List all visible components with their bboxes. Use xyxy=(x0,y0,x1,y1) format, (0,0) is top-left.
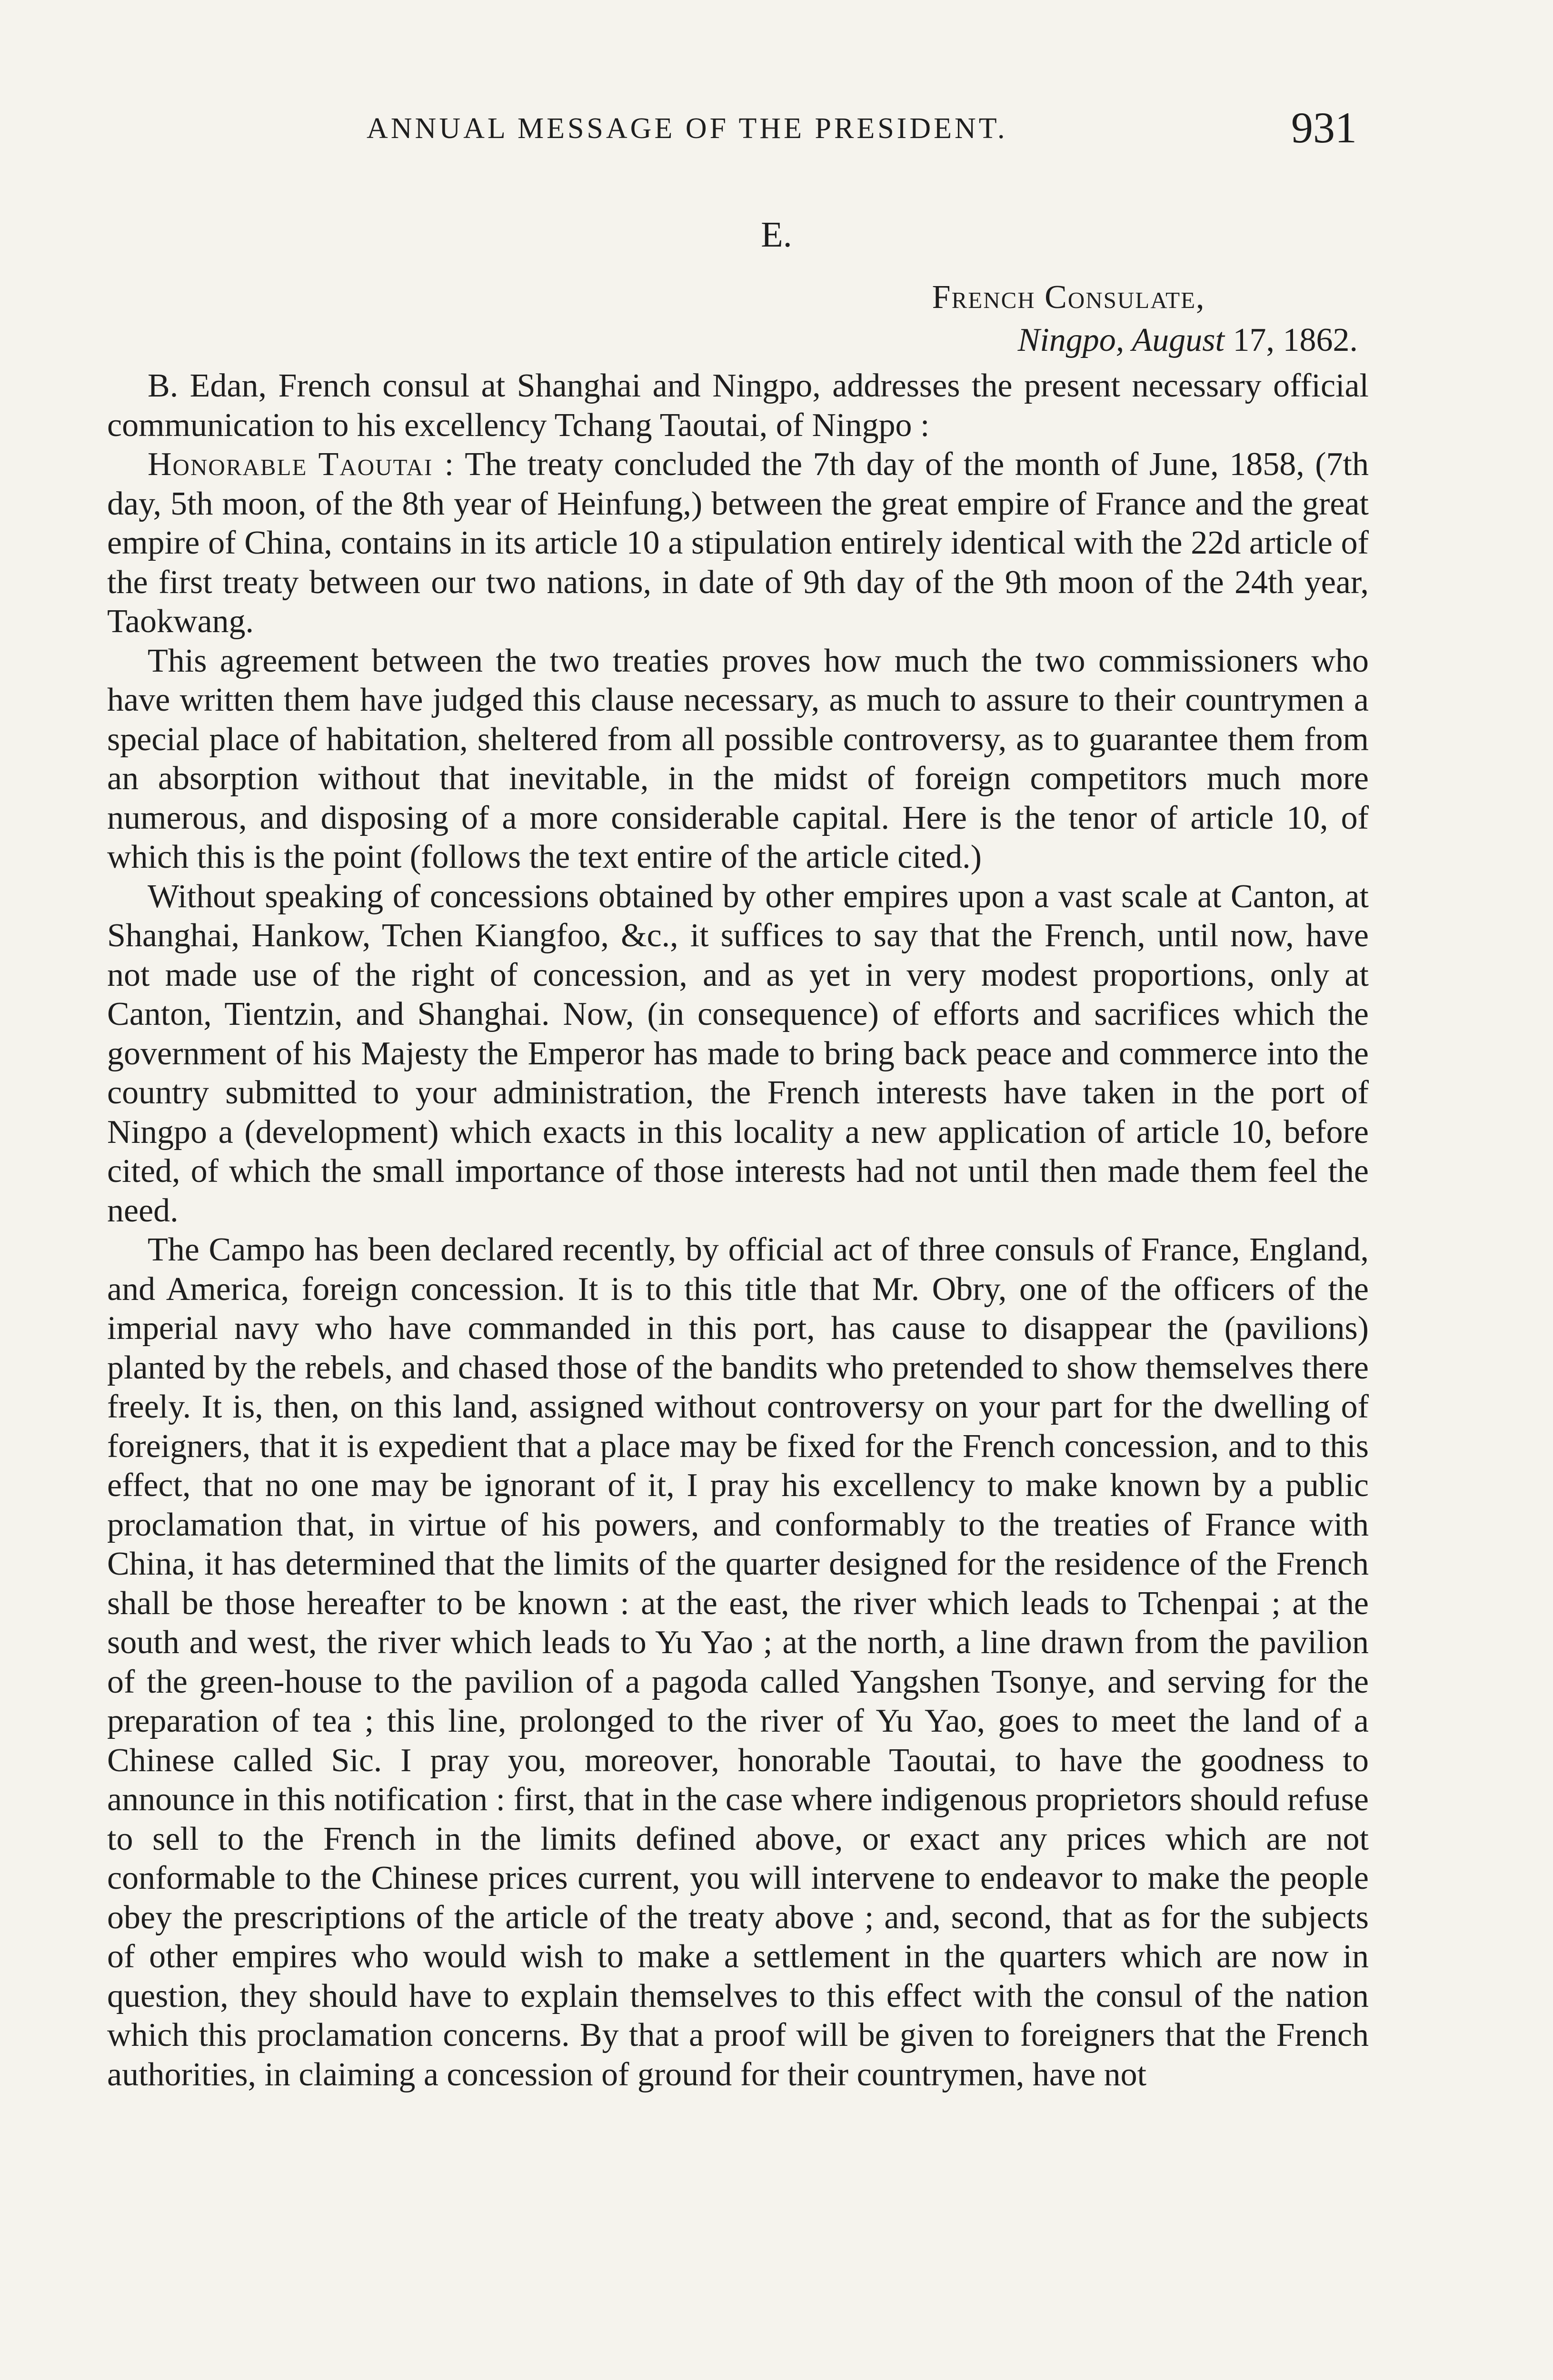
running-head xyxy=(143,102,1362,155)
running-title: ANNUAL MESSAGE OF THE PRESIDENT. xyxy=(367,112,1008,145)
paragraph-1: B. Edan, French consul at Shanghai and Ningpo, addresses the present necessary official communication to his excellency Tchang Taoutai, of Ningpo : xyxy=(107,367,1369,444)
paragraph-3: This agreement between the two treaties proves how much the two commissioners who have written them have judged this clause necessary, as much to assure to their countrymen a special place of habitation, sheltered from all possible controversy, as to guarantee them from an absorption without that inevitable, in the midst of foreign competitors much more numerous, and disposing of a more considerable capital. Here is the tenor of article 10, of which this is the point (follows the text entire of the article cited.) xyxy=(107,642,1369,875)
dateline-date: 17, 1862. xyxy=(1224,322,1358,358)
salutation: Honorable Taoutai : xyxy=(148,446,455,483)
paragraph-2 xyxy=(107,445,1369,642)
page-number: 931 xyxy=(1291,103,1357,152)
paragraph-2-text: The treaty concluded the 7th day of the month of June, 1858, (7th day, 5th moon, of the 8th year of Heinfung,) between the great empire of France and the great empire of China, contains in its article 10 a stipulation entirely identical with the 22d article of the first treaty between our two nations, in date of 9th day of the 9th moon of the 24th year, Taokwang. xyxy=(107,446,1369,640)
letter-body xyxy=(107,367,1369,2094)
dateline-office: French Consulate, xyxy=(932,279,1205,316)
section-letter: E. xyxy=(761,215,792,255)
paragraph-5: The Campo has been declared recently, by official act of three consuls of France, England, and America, foreign concession. It is to this title that Mr. Obry, one of the officers of the imperial navy who have commanded in this port, has cause to disappear the (pavilions) planted by the rebels, and chased those of the bandits who pretended to show themselves there freely. It is, then, on this land, assigned without controversy on your part for the dwelling of foreigners, that it is expedient that a place may be fixed for the French concession, and to this effect, that no one may be ignorant of it, I pray his excellency to make known by a public proclamation that, in virtue of his powers, and conformably to the treaties of France with China, it has determined that the limits of the quarter designed for the residence of the French shall be those hereafter to be known : at the east, the river which leads to Tchenpai ; at the south and west, the river which leads to Yu Yao ; at the north, a line drawn from the pavilion of the green-house to the pavilion of a pagoda called Yangshen Tsonye, and serving for the preparation of tea ; this line, prolonged to the river of Yu Yao, goes to meet the land of a Chinese called Sic. I pray you, moreover, honorable Taoutai, to have the goodness to announce in this notification : first, that in the case where indigenous proprietors should refuse to sell to the French in the limits defined above, or exact any prices which are not conformable to the Chinese prices current, you will intervene to endeavor to make the people obey the prescriptions of the article of the treaty above ; and, second, that as for the subjects of other empires who would wish to make a settlement in the quarters which are now in question, they should have to explain themselves to this effect with the consul of the nation which this proclamation concerns. By that a proof will be given to foreigners that the French authorities, in claiming a concession of ground for their countrymen, have not xyxy=(107,1231,1369,2093)
dateline-place-date xyxy=(932,319,1358,362)
dateline-place: Ningpo, August xyxy=(1017,322,1224,358)
paragraph-4: Without speaking of concessions obtained by other empires upon a vast scale at Canton, at Shanghai, Hankow, Tchen Kiangfoo, &c., it suffices to say that the French, until now, have not made use of the right of concession, and as yet in very modest proportions, only at Canton, Tientzin, and Shanghai. Now, (in consequence) of efforts and sacrifices which the government of his Majesty the Emperor has made to bring back peace and commerce into the country submitted to your administration, the French interests have taken in the port of Ningpo a (development) which exacts in this locality a new application of article 10, before cited, of which the small importance of those interests had not until then made them feel the need. xyxy=(107,878,1369,1229)
dateline xyxy=(932,276,1358,362)
